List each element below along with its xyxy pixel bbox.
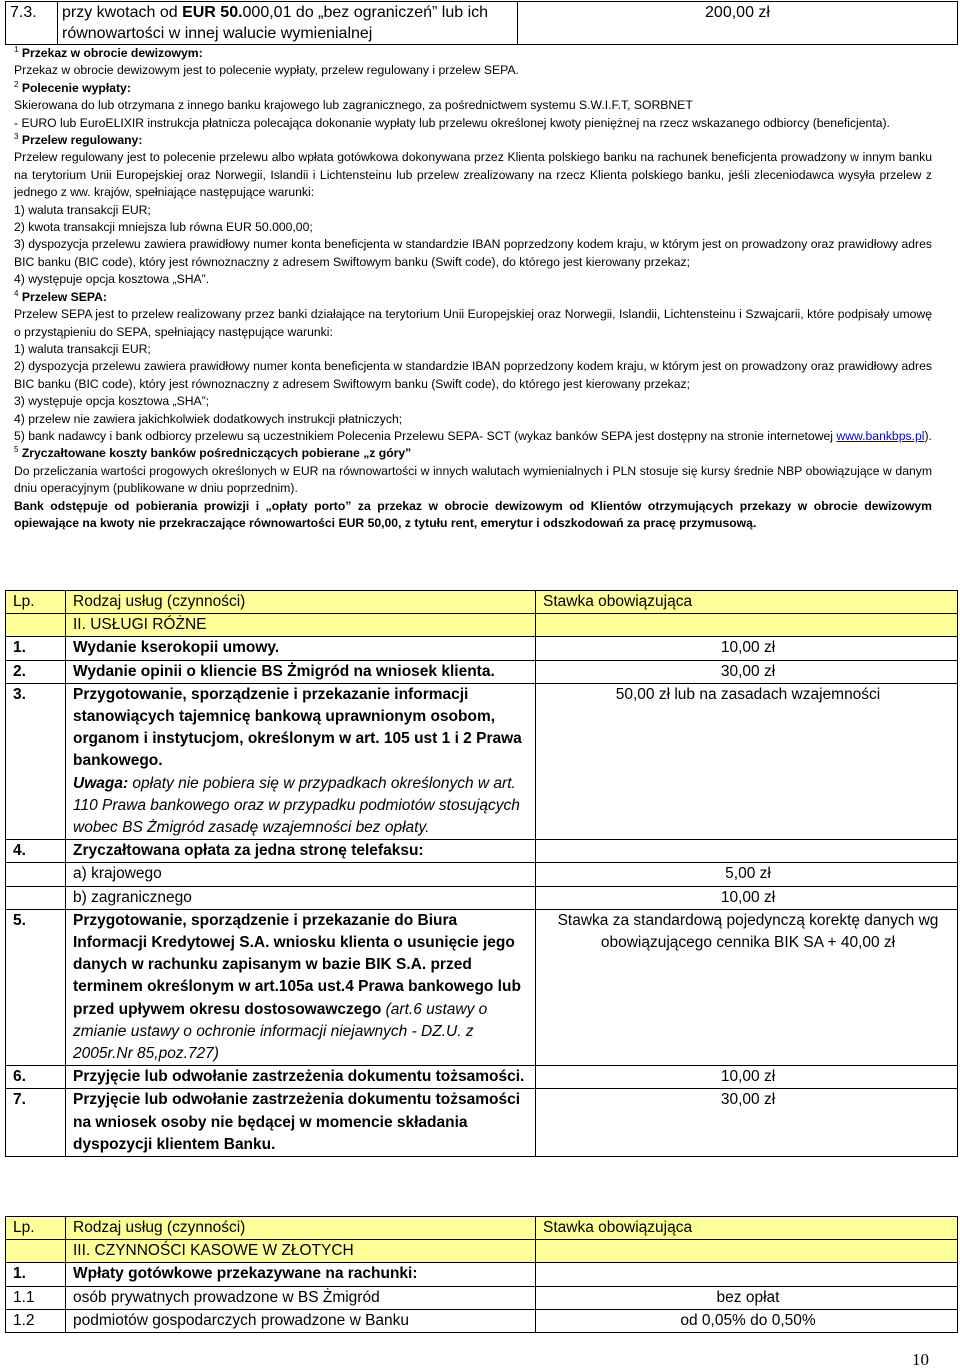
footnote-text: - EURO lub EuroELIXIR instrukcja płatnicza polecająca dokonanie wypłaty lub przelewu określonej kwoty pieniężnej na rzecz wskazanego odbiorcy (beneficjenta). (14, 115, 890, 130)
condition-item: 4) przelew nie zawiera jakichkolwiek dodatkowych instrukcji płatniczych; (14, 411, 403, 426)
table-row: 1.1 osób prywatnych prowadzone w BS Żmigród bez opłat (6, 1286, 958, 1309)
footnotes: $^1$ Przekaz w obrocie dewizowym: Przekaz w obrocie dewizowym jest to polecenie wypłaty, przelew regulowany i przelew SEPA. $^2$ Polecenie wypłaty: Skierowana do lub otrzymana z innego banku krajowego lub zagranicznego, za pośrednictwem systemu S.W.I.F.T, SORBNET - EURO lub EuroELIXIR instrukcja płatnicza polecająca dokonanie wypłaty lub przelewu określonej kwoty pieniężnej na rzecz wskazanego odbiorcy (beneficjenta). $^3$ Przelew regulowany: Przelew regulowany jest to polecenie przelewu albo wpłata gotówkowa dokonywana przez Klienta polskiego banku na rachunek beneficjenta prowadzony w innym banku na terytorium Unii Europejskiej oraz Norwegii, Islandii i Lichtensteinu lub przelew zrealizowany na rzecz Klienta polskiego banku, jeśli zleceniodawca wysyła przelew z jednego z ww. krajów, spełniające następujące warunki: 1) waluta transakcji EUR; 2) kwota transakcji mniejsza lub równa EUR 50.000,00; 3) dyspozycja przelewu zawiera prawidłowy numer konta beneficjenta w standardzie IBAN poprzedzony kodem kraju, w którym jest on prowadzony oraz prawidłowy adres BIC banku (BIC code), który jest równoznaczny z adresem Swiftowym banku (Swift code), do którego jest kierowany przekaz; 4) występuje opcja kosztowa „SHA”. $^4$ Przelew SEPA: Przelew SEPA jest to przelew realizowany przez banki działające na terytorium Unii Europejskiej oraz Norwegii, Islandii, Lichtensteinu i Szwajcarii, które podpisały umowę o przystąpieniu do SEPA, spełniający następujące warunki: 1) waluta transakcji EUR; 2) dyspozycja przelewu zawiera prawidłowy numer konta beneficjenta w standardzie IBAN poprzedzony kodem kraju, w którym jest on prowadzony oraz prawidłowy adres BIC banku (BIC code), który jest równoznaczny z adresem Swiftowym banku (Swift code), do którego jest kierowany przekaz; 3) występuje opcja kosztowa „SHA”; 4) przelew nie zawiera jakichkolwiek dodatkowych instrukcji płatniczych; 5) bank nadawcy i bank odbiorcy przelewu są uczestnikiem Polecenia Przelewu SEPA- SCT (wykaz banków SEPA jest dostępny na stronie internetowej www.bankbps.pl). $^5$ Zryczałtowane koszty banków pośredniczących pobierane „z góry” Do przeliczania wartości progowych określonych w EUR na równowartości w innych walutach wymienialnych i PLN stosuje się kursy średnie NBP obowiązujące w danym dniu operacyjnym (publikowane w dniu poprzednim). Bank odstępuje od pobierania prowizji i „opłaty porto” za przekaz w obrocie dewizowym od Klientów otrzymujących przekazy w obrocie dewizowym opiewające na kwoty nie przekraczające równowartości EUR 50,00, z tytułu rent, emerytur i odszkodowań za pracę przymusową. (14, 45, 932, 532)
table-row: 3. Przygotowanie, sporządzenie i przekazanie informacji stanowiących tajemnicę bankową uprawnionym osobom, organom i instytucjom, określonym w art. 105 ust 1 i 2 Prawa bankowego. Uwaga: opłaty nie pobiera się w przypadkach określonych w art. 110 Prawa bankowego oraz w przypadku podmiotów stosujących wobec BS Żmigród zasadę wzajemności bez opłaty. 50,00 zł lub na zasadach wzajemności (6, 683, 958, 839)
footnote-title: Przelew regulowany: (21, 133, 143, 148)
table-row: a) krajowego 5,00 zł (6, 863, 958, 886)
header-description: Rodzaj usług (czynności) (66, 1217, 536, 1240)
footnote-text: Przelew SEPA jest to przelew realizowany przez banki działające na terytorium Unii Europejskiej oraz Norwegii, Islandii, Lichtensteinu i Szwajcarii, które podpisały umowę o przystąpieniu do SEPA, spełniający następujące warunki: (14, 307, 932, 339)
table-row: b) zagranicznego 10,00 zł (6, 886, 958, 909)
table-row: 1. Wpłaty gotówkowe przekazywane na rachunki: (6, 1263, 958, 1286)
header-rate: Stawka obowiązująca (536, 1217, 958, 1240)
header-rate: Stawka obowiązująca (536, 591, 958, 614)
footnote-title: Przelew SEPA: (21, 289, 107, 304)
bankbps-link[interactable]: www.bankbps.pl (836, 428, 925, 443)
footnote-text: Przelew regulowany jest to polecenie przelewu albo wpłata gotówkowa dokonywana przez Klienta polskiego banku na rachunek beneficjenta prowadzony w innym banku na terytorium Unii Europejskiej oraz Norwegii, Islandii i Lichtensteinu lub przelew zrealizowany na rzecz Klienta polskiego banku, jeśli zleceniodawca wysyła przelew z jednego z ww. krajów, spełniające następujące warunki: (14, 150, 932, 200)
footnote-bold-text: Bank odstępuje od pobierania prowizji i „opłaty porto” za przekaz w obrocie dewizowym od Klientów otrzymujących przekazy w obrocie dewizowym opiewające na kwoty nie przekraczające równowartości EUR 50,00, z tytułu rent, emerytur i odszkodowań za pracę przymusową. (14, 498, 932, 530)
condition-item: 5) bank nadawcy i bank odbiorcy przelewu są uczestnikiem Polecenia Przelewu SEPA- SCT (wykaz banków SEPA jest dostępny na stronie internetowej www.bankbps.pl). (14, 428, 932, 443)
footnote-title: Polecenie wypłaty: (21, 80, 131, 95)
row-rate: 200,00 zł (518, 2, 958, 45)
condition-item: 3) dyspozycja przelewu zawiera prawidłowy numer konta beneficjenta w standardzie IBAN poprzedzony kodem kraju, w którym jest on prowadzony oraz prawidłowy adres BIC banku (BIC code), który jest równoznaczny z adresem Swiftowym banku (Swift code), do którego jest kierowany przekaz; (14, 237, 932, 269)
fee-table-services (5, 590, 958, 1157)
page-number: 10 (912, 1350, 929, 1369)
table-row: 1. Wydanie kserokopii umowy. 10,00 zł (6, 637, 958, 660)
footnote-text: Przekaz w obrocie dewizowym jest to polecenie wypłaty, przelew regulowany i przelew SEPA. (14, 63, 519, 78)
header-description: Rodzaj usług (czynności) (66, 591, 536, 614)
section-title: II. USŁUGI RÓŻNE (66, 614, 536, 637)
table-row: 5. Przygotowanie, sporządzenie i przekazanie do Biura Informacji Kredytowej S.A. wniosku klienta o usunięcie jego danych w rachunku zapisanym w bazie BIK S.A. przed terminem określonym w art.105a ust.4 Prawa bankowego lub przed upływem okresu dostosowawczego (art.6 ustawy o zmianie ustawy o ochronie informacji niejawnych - DZ.U. z 2005r.Nr 85,poz.727) Stawka za standardową pojedynczą korektę danych wg obowiązującego cennika BIK SA + 40,00 zł (6, 909, 958, 1065)
section-row (6, 1240, 958, 1263)
table-row: 1.2 podmiotów gospodarczych prowadzone w Banku od 0,05% do 0,50% (6, 1309, 958, 1332)
table-header (6, 591, 958, 614)
fee-table-top (5, 1, 958, 45)
header-lp: Lp. (6, 591, 66, 614)
row-description: przy kwotach od EUR 50.000,01 do „bez ograniczeń” lub ich równowartości w innej walucie wymienialnej (58, 2, 518, 45)
header-lp: Lp. (6, 1217, 66, 1240)
footnote-title: Przekaz w obrocie dewizowym: (21, 46, 203, 60)
condition-item: 1) waluta transakcji EUR; (14, 341, 151, 356)
condition-item: 2) dyspozycja przelewu zawiera prawidłowy numer konta beneficjenta w standardzie IBAN poprzedzony kodem kraju, w którym jest on prowadzony oraz prawidłowy adres BIC banku (BIC code), który jest równoznaczny z adresem Swiftowym banku (Swift code), do którego jest kierowany przekaz; (14, 359, 932, 391)
table-row: 4. Zryczałtowana opłata za jedna stronę telefaksu: (6, 840, 958, 863)
footnote-text: Do przeliczania wartości progowych określonych w EUR na równowartości w innych walutach wymienialnych i PLN stosuje się kursy średnie NBP obowiązujące w danym dniu operacyjnym (publikowane w dniu poprzednim). (14, 463, 932, 496)
condition-item: 1) waluta transakcji EUR; (14, 202, 151, 217)
condition-item: 4) występuje opcja kosztowa „SHA”. (14, 272, 210, 287)
condition-item: 2) kwota transakcji mniejsza lub równa EUR 50.000,00; (14, 220, 313, 235)
footnote-text: Skierowana do lub otrzymana z innego banku krajowego lub zagranicznego, za pośrednictwem systemu S.W.I.F.T, SORBNET (14, 98, 693, 113)
condition-item: 3) występuje opcja kosztowa „SHA”; (14, 394, 210, 409)
table-row (6, 2, 958, 45)
fee-table-cash (5, 1216, 958, 1333)
section-title: III. CZYNNOŚCI KASOWE W ZŁOTYCH (66, 1240, 536, 1263)
table-row: 2. Wydanie opinii o kliencie BS Żmigród na wniosek klienta. 30,00 zł (6, 660, 958, 683)
table-header (6, 1217, 958, 1240)
table-row: 7. Przyjęcie lub odwołanie zastrzeżenia dokumentu tożsamości na wniosek osoby nie będącej w momencie składania dyspozycji klientem Banku. 30,00 zł (6, 1089, 958, 1157)
table-row: 6. Przyjęcie lub odwołanie zastrzeżenia dokumentu tożsamości. 10,00 zł (6, 1066, 958, 1089)
footnote-title: Zryczałtowane koszty banków pośredniczących pobierane „z góry” (21, 446, 412, 461)
row-number: 7.3. (6, 2, 58, 45)
section-row (6, 614, 958, 637)
